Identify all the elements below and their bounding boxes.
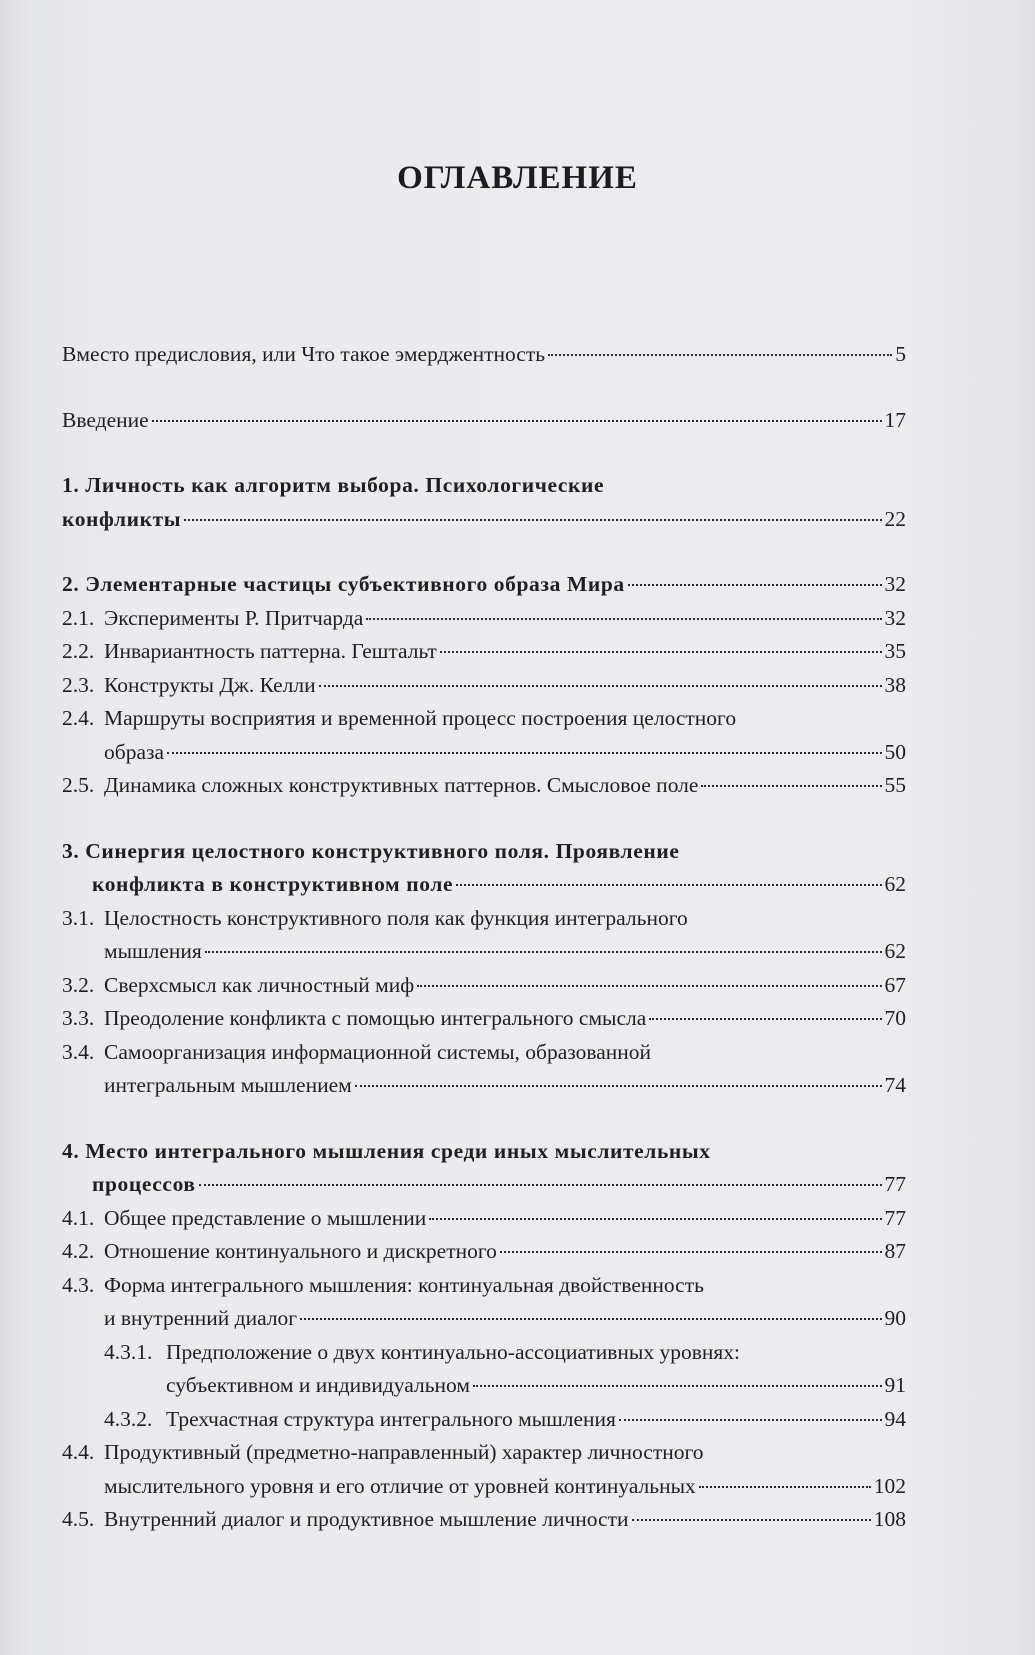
toc-subsection-4-3-2[interactable] bbox=[62, 1403, 906, 1437]
dot-leader bbox=[619, 1419, 882, 1421]
toc-section-number: 2.5. bbox=[62, 773, 95, 797]
toc-page-number: 70 bbox=[884, 1006, 906, 1030]
toc-entry-text-line1: Предположение о двух континуально-ассоциативных уровнях: bbox=[166, 1339, 740, 1364]
dot-leader bbox=[548, 354, 892, 356]
dot-leader bbox=[199, 1184, 882, 1186]
toc-section-number: 3.4. bbox=[62, 1039, 95, 1064]
toc-section-4-4[interactable] bbox=[62, 1436, 906, 1503]
toc-section-number: 3.3. bbox=[62, 1006, 95, 1030]
toc-entry-text: Общее представление о мышлении bbox=[104, 1205, 427, 1230]
toc-section-number: 4.3. bbox=[62, 1272, 95, 1297]
toc-entry-text-line1: 4. Место интегрального мышления среди иных мыслительных bbox=[62, 1138, 711, 1163]
dot-leader bbox=[632, 1519, 871, 1521]
toc-chapter-2[interactable] bbox=[62, 568, 906, 602]
toc-page-number: 22 bbox=[884, 506, 906, 531]
dot-leader bbox=[167, 752, 881, 754]
table-of-contents bbox=[62, 338, 906, 1537]
dot-leader bbox=[701, 785, 881, 787]
toc-section-4-2[interactable] bbox=[62, 1235, 906, 1269]
toc-entry-introduction[interactable] bbox=[62, 404, 906, 438]
toc-section-2-2[interactable] bbox=[62, 635, 906, 669]
dot-leader bbox=[300, 1318, 881, 1320]
toc-page-number: 5 bbox=[895, 342, 906, 366]
toc-entry-text: Инвариантность паттерна. Гештальт bbox=[104, 639, 437, 663]
dot-leader bbox=[205, 951, 882, 953]
toc-entry-text-line2: процессов bbox=[92, 1172, 196, 1196]
toc-page-number: 55 bbox=[884, 773, 906, 797]
toc-section-number: 4.3.2. bbox=[104, 1406, 153, 1431]
toc-page-number: 94 bbox=[884, 1406, 906, 1431]
toc-entry-text-line1: Продуктивный (предметно-направленный) характер личностного bbox=[104, 1440, 704, 1464]
toc-entry-text-line2: мышления bbox=[104, 939, 202, 963]
toc-page-number: 62 bbox=[884, 872, 906, 896]
toc-section-2-5[interactable] bbox=[62, 769, 906, 803]
toc-entry-text: Динамика сложных конструктивных паттернов. Смысловое поле bbox=[104, 773, 699, 797]
toc-section-number: 3.1. bbox=[62, 905, 95, 930]
toc-page-number: 91 bbox=[884, 1373, 906, 1397]
toc-section-number: 2.3. bbox=[62, 672, 95, 697]
toc-page-number: 74 bbox=[884, 1073, 906, 1097]
toc-page-number: 38 bbox=[884, 672, 906, 697]
toc-page-number: 67 bbox=[884, 972, 906, 997]
toc-section-number: 3.2. bbox=[62, 972, 95, 997]
toc-page-number: 87 bbox=[884, 1239, 906, 1263]
toc-section-number: 4.2. bbox=[62, 1239, 95, 1263]
toc-section-number: 2.4. bbox=[62, 706, 95, 730]
toc-entry-text: Введение bbox=[62, 407, 149, 432]
toc-entry-text: Эксперименты Р. Притчарда bbox=[104, 605, 364, 630]
dot-leader bbox=[429, 1218, 881, 1220]
toc-section-4-5[interactable] bbox=[62, 1503, 906, 1537]
toc-page-number: 32 bbox=[884, 572, 906, 596]
toc-entry-text: Трехчастная структура интегрального мышления bbox=[166, 1406, 616, 1431]
toc-entry-text-line2: образа bbox=[104, 739, 165, 764]
toc-section-number: 2.1. bbox=[62, 605, 95, 630]
toc-entry-preface[interactable] bbox=[62, 338, 906, 372]
toc-page-number: 77 bbox=[884, 1172, 906, 1196]
toc-section-3-1[interactable] bbox=[62, 902, 906, 969]
toc-entry-text: Преодоление конфликта с помощью интегрального смысла bbox=[104, 1006, 647, 1030]
toc-entry-text-line1: Самоорганизация информационной системы, образованной bbox=[104, 1039, 652, 1064]
toc-section-4-3[interactable] bbox=[62, 1269, 906, 1336]
toc-page-number: 50 bbox=[884, 739, 906, 764]
dot-leader bbox=[456, 884, 881, 886]
dot-leader bbox=[628, 584, 882, 586]
toc-entry-text-line1: Форма интегрального мышления: континуальная двойственность bbox=[104, 1272, 704, 1297]
toc-page-number: 17 bbox=[884, 407, 906, 432]
dot-leader bbox=[184, 519, 881, 521]
dot-leader bbox=[152, 420, 882, 422]
dot-leader bbox=[355, 1085, 882, 1087]
toc-entry-text-line2: интегральным мышлением bbox=[104, 1073, 352, 1097]
toc-entry-text-line2: субъективном и индивидуальном bbox=[166, 1373, 470, 1397]
dot-leader bbox=[366, 618, 881, 620]
toc-section-number: 4.3.1. bbox=[104, 1339, 153, 1364]
dot-leader bbox=[440, 651, 882, 653]
toc-section-2-4[interactable] bbox=[62, 702, 906, 769]
toc-page-number: 32 bbox=[884, 605, 906, 630]
dot-leader bbox=[473, 1385, 882, 1387]
toc-section-2-3[interactable] bbox=[62, 669, 906, 703]
toc-entry-text-line1: Целостность конструктивного поля как функция интегрального bbox=[104, 905, 688, 930]
toc-page-number: 90 bbox=[884, 1306, 906, 1330]
toc-entry-text-line1: Маршруты восприятия и временной процесс построения целостного bbox=[104, 706, 737, 730]
toc-entry-text: 2. Элементарные частицы субъективного образа Мира bbox=[62, 572, 625, 596]
toc-section-4-1[interactable] bbox=[62, 1202, 906, 1236]
toc-section-number: 4.4. bbox=[62, 1440, 95, 1464]
toc-page-number: 108 bbox=[873, 1507, 906, 1531]
toc-section-number: 4.5. bbox=[62, 1507, 95, 1531]
toc-entry-text: Вместо предисловия, или Что такое эмерджентность bbox=[62, 342, 546, 366]
toc-entry-text-line2: мыслительного уровня и его отличие от уровней континуальных bbox=[104, 1473, 696, 1498]
toc-section-3-3[interactable] bbox=[62, 1002, 906, 1036]
toc-chapter-1[interactable] bbox=[62, 469, 906, 536]
toc-entry-text-line2: конфликты bbox=[62, 506, 182, 531]
toc-page-number: 77 bbox=[884, 1205, 906, 1230]
dot-leader bbox=[319, 685, 882, 687]
toc-entry-text-line1: 1. Личность как алгоритм выбора. Психологические bbox=[62, 473, 605, 497]
toc-chapter-3[interactable] bbox=[62, 835, 906, 902]
toc-entry-text-line1: 3. Синергия целостного конструктивного поля. Проявление bbox=[62, 838, 680, 863]
dot-leader bbox=[699, 1486, 871, 1488]
toc-page-number: 102 bbox=[873, 1473, 906, 1498]
toc-section-3-2[interactable] bbox=[62, 969, 906, 1003]
toc-section-3-4[interactable] bbox=[62, 1036, 906, 1103]
dot-leader bbox=[649, 1018, 881, 1020]
dot-leader bbox=[500, 1251, 882, 1253]
toc-entry-text: Сверхсмысл как личностный миф bbox=[104, 972, 415, 997]
toc-entry-text: Конструкты Дж. Келли bbox=[104, 672, 316, 697]
toc-section-number: 2.2. bbox=[62, 639, 95, 663]
toc-chapter-4[interactable] bbox=[62, 1135, 906, 1202]
toc-page-number: 35 bbox=[884, 639, 906, 663]
page-title: ОГЛАВЛЕНИЕ bbox=[397, 160, 638, 196]
toc-subsection-4-3-1[interactable] bbox=[62, 1336, 906, 1403]
toc-section-2-1[interactable] bbox=[62, 602, 906, 636]
toc-entry-text-line2: конфликта в конструктивном поле bbox=[92, 872, 454, 896]
dot-leader bbox=[417, 985, 881, 987]
toc-section-number: 4.1. bbox=[62, 1205, 95, 1230]
toc-entry-text: Отношение континуального и дискретного bbox=[104, 1239, 497, 1263]
toc-entry-text: Внутренний диалог и продуктивное мышление личности bbox=[104, 1507, 629, 1531]
toc-page-number: 62 bbox=[884, 939, 906, 963]
toc-entry-text-line2: и внутренний диалог bbox=[104, 1306, 298, 1330]
